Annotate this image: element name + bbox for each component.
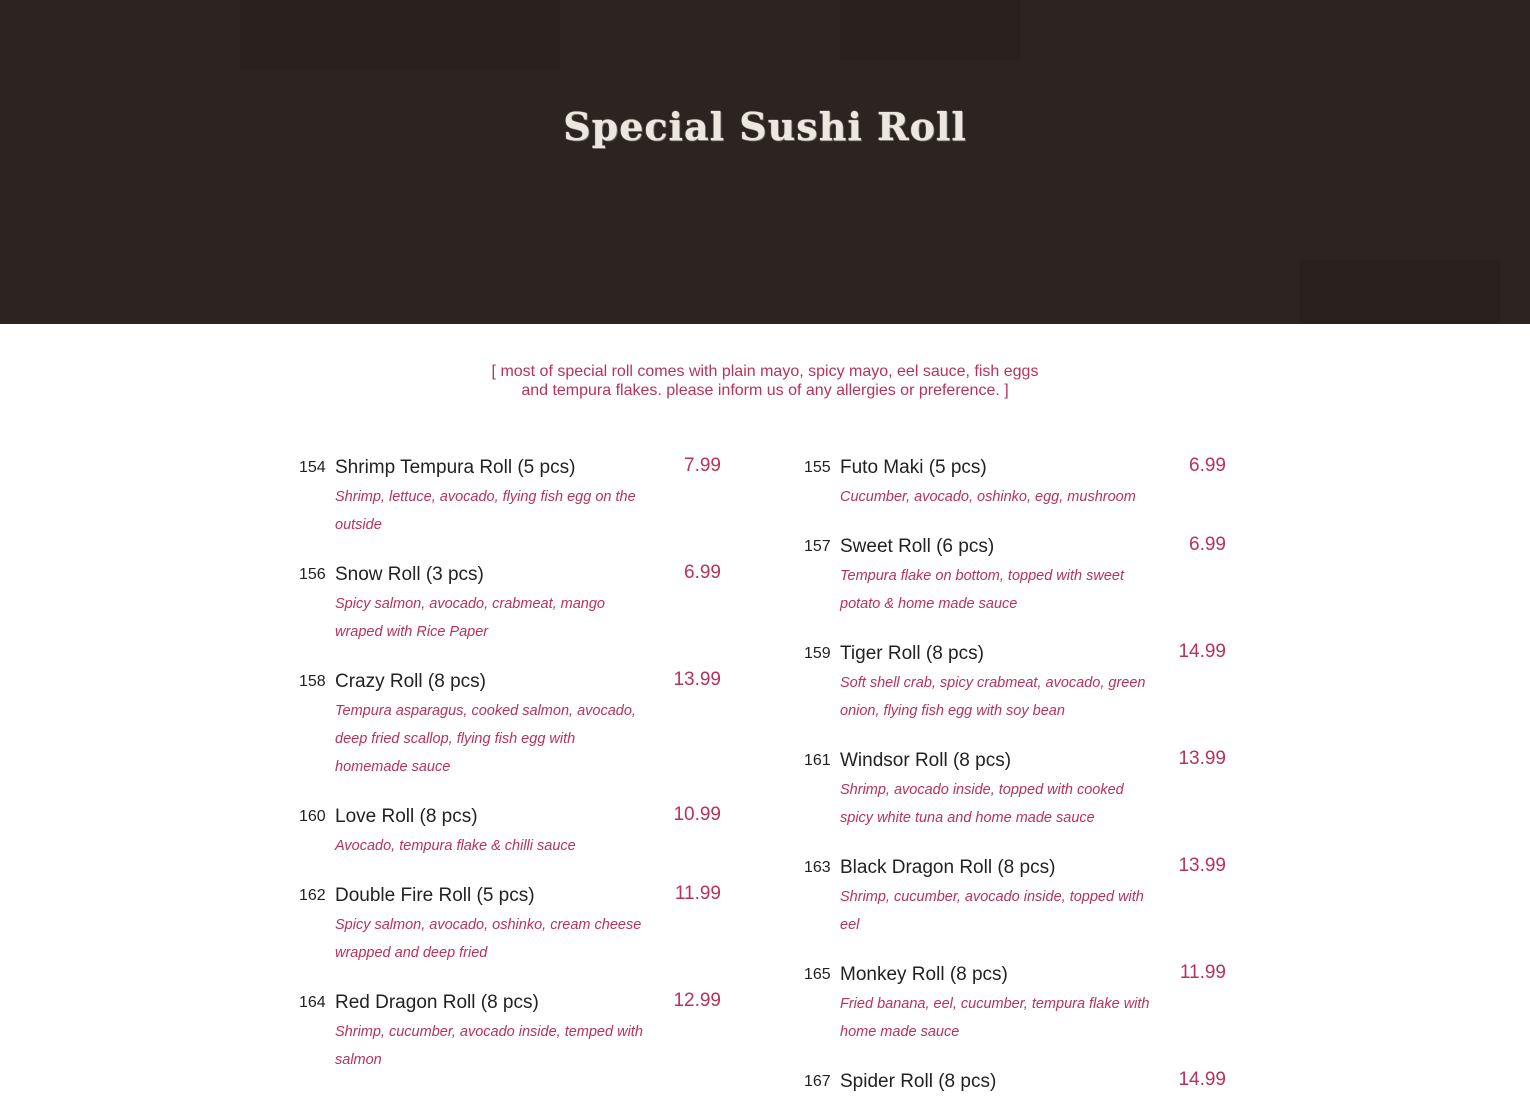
item-number: 160 xyxy=(299,808,326,825)
item-price: 6.99 xyxy=(1189,455,1226,476)
item-number: 167 xyxy=(804,1073,831,1090)
item-description: Fried banana, eel, cucumber, tempura flake with home made sauce xyxy=(840,996,1150,1040)
item-number: 161 xyxy=(804,752,831,769)
item-price: 13.99 xyxy=(1178,855,1226,876)
item-price: 12.99 xyxy=(673,990,721,1011)
item-number: 159 xyxy=(804,645,831,662)
item-name: Double Fire Roll (5 pcs) xyxy=(335,885,535,906)
item-number: 155 xyxy=(804,459,831,476)
item-name: Sweet Roll (6 pcs) xyxy=(840,536,995,557)
allergy-note xyxy=(0,362,1530,400)
item-description: Spicy salmon, avocado, crabmeat, mango wraped with Rice Paper xyxy=(335,596,605,640)
item-number: 158 xyxy=(299,673,326,690)
item-description: Soft shell crab, spicy crabmeat, avocado, green onion, flying fish egg with soy bean xyxy=(840,675,1146,719)
item-name: Windsor Roll (8 pcs) xyxy=(840,750,1012,771)
hero-texture xyxy=(1300,260,1500,324)
item-name: Crazy Roll (8 pcs) xyxy=(335,671,486,692)
item-description: Shrimp, cucumber, avocado inside, temped with salmon xyxy=(335,1024,643,1068)
item-number: 163 xyxy=(804,859,831,876)
item-number: 157 xyxy=(804,538,831,555)
item-description: Shrimp, cucumber, avocado inside, topped with eel xyxy=(840,889,1144,933)
item-name: Shrimp Tempura Roll (5 pcs) xyxy=(335,457,576,478)
item-description: Tempura flake on bottom, topped with sweet potato & home made sauce xyxy=(840,568,1124,612)
item-price: 10.99 xyxy=(673,804,721,825)
hero-texture xyxy=(240,0,560,70)
item-name: Tiger Roll (8 pcs) xyxy=(840,643,984,664)
item-price: 11.99 xyxy=(1179,962,1226,983)
item-name: Love Roll (8 pcs) xyxy=(335,806,478,827)
page-title: Special Sushi Roll xyxy=(563,104,967,149)
item-description: Tempura asparagus, cooked salmon, avocado, deep fried scallop, flying fish egg with homemade sauce xyxy=(335,703,636,775)
item-name: Monkey Roll (8 pcs) xyxy=(840,964,1008,985)
item-name: Red Dragon Roll (8 pcs) xyxy=(335,992,539,1013)
item-name: Futo Maki (5 pcs) xyxy=(840,457,987,478)
item-description: Avocado, tempura flake & chilli sauce xyxy=(335,838,576,854)
item-price: 6.99 xyxy=(1189,534,1226,555)
item-name: Spider Roll (8 pcs) xyxy=(840,1071,997,1092)
item-price: 14.99 xyxy=(1178,1069,1226,1090)
item-number: 165 xyxy=(804,966,831,983)
item-number: 162 xyxy=(299,887,326,904)
item-price: 13.99 xyxy=(1178,748,1226,769)
hero-banner xyxy=(0,0,1530,324)
item-number: 154 xyxy=(299,459,326,476)
item-price: 13.99 xyxy=(673,669,721,690)
item-name: Snow Roll (3 pcs) xyxy=(335,564,484,585)
item-number: 164 xyxy=(299,994,326,1011)
item-description: Cucumber, avocado, oshinko, egg, mushroom xyxy=(840,489,1136,505)
item-name: Black Dragon Roll (8 pcs) xyxy=(840,857,1056,878)
item-price: 14.99 xyxy=(1178,641,1226,662)
item-description: Shrimp, lettuce, avocado, flying fish egg on the outside xyxy=(335,489,636,533)
item-description: Spicy salmon, avocado, oshinko, cream cheese wrapped and deep fried xyxy=(335,917,642,961)
item-number: 156 xyxy=(299,566,326,583)
allergy-note-line: [ most of special roll comes with plain mayo, spicy mayo, eel sauce, fish eggs xyxy=(491,363,1039,380)
item-price: 11.99 xyxy=(674,883,721,904)
hero-texture xyxy=(840,0,1020,60)
item-price: 7.99 xyxy=(684,455,721,476)
item-description: Shrimp, avocado inside, topped with cooked spicy white tuna and home made sauce xyxy=(840,782,1124,826)
allergy-note-line: and tempura flakes. please inform us of any allergies or preference. ] xyxy=(521,382,1009,399)
item-price: 6.99 xyxy=(684,562,721,583)
